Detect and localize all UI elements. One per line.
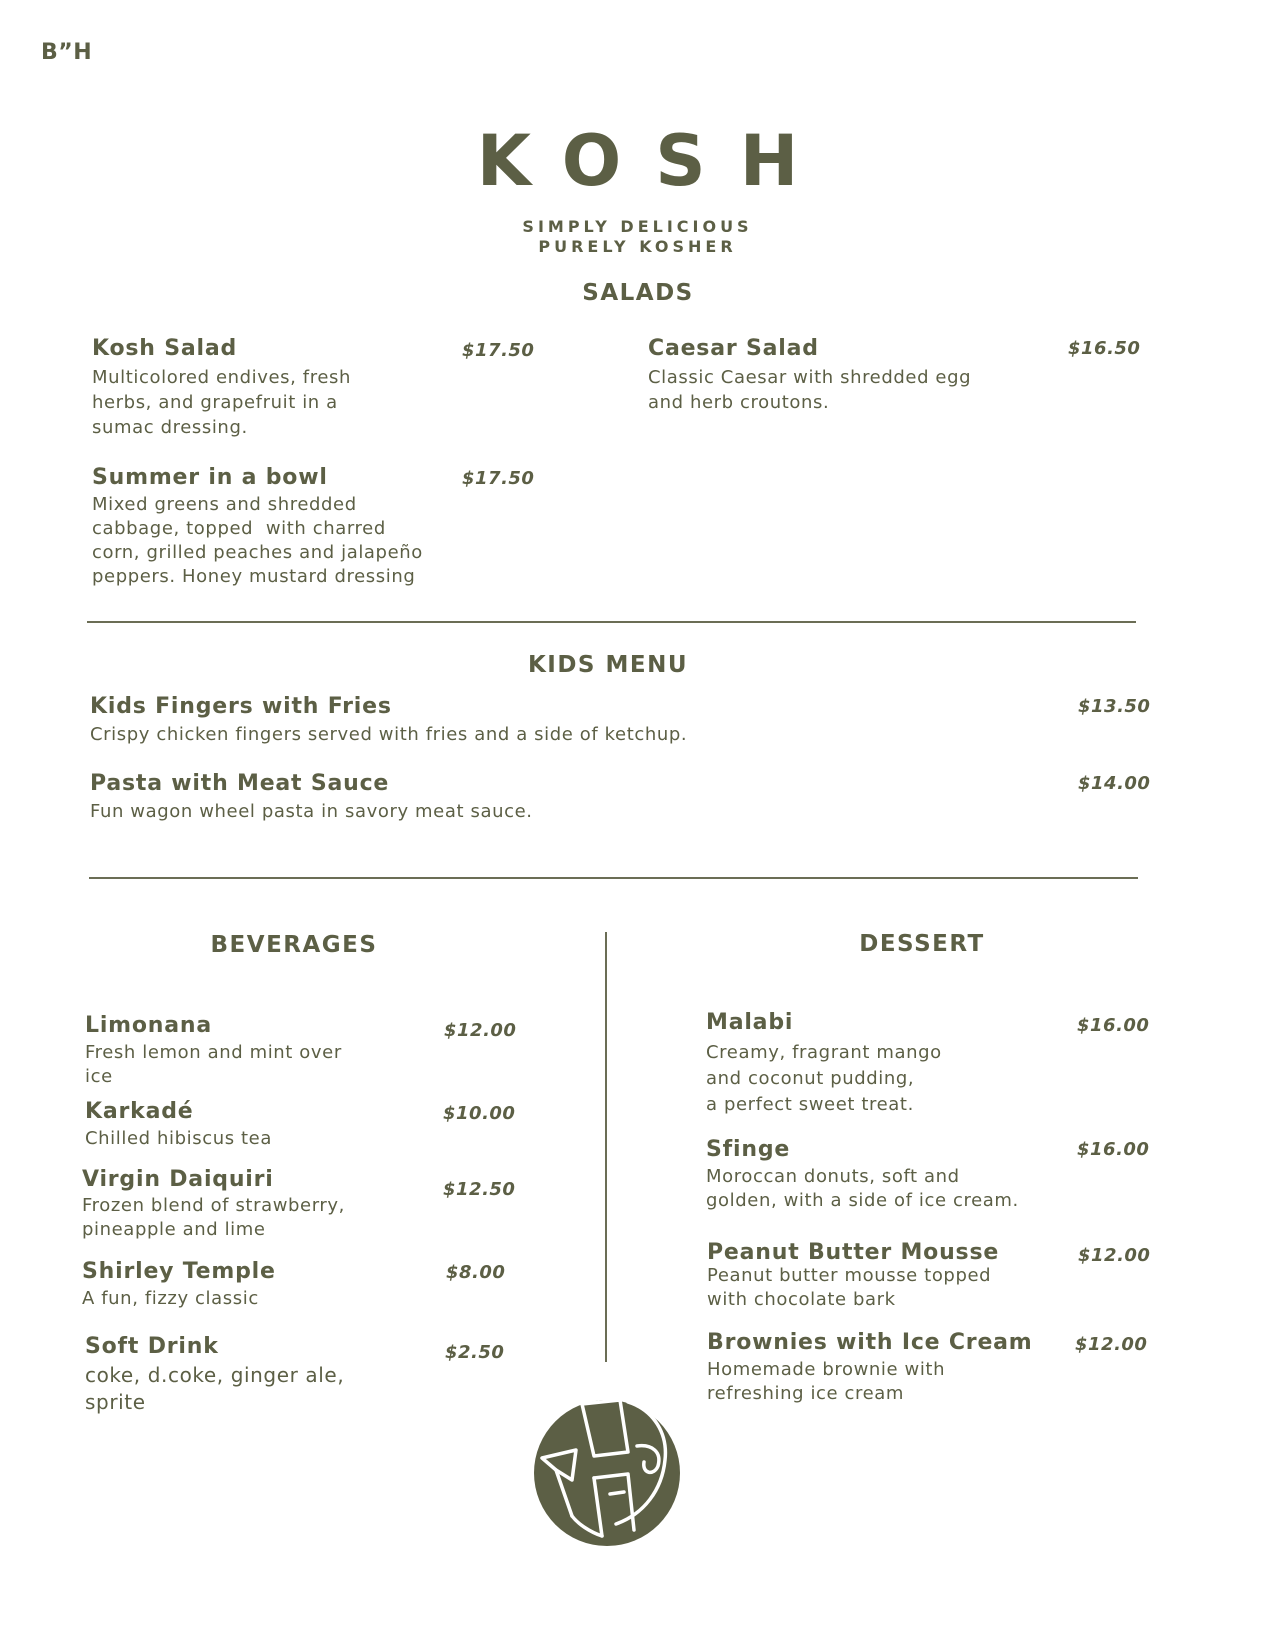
menu-item-price: $17.50 [462,340,535,361]
menu-item-description: Chilled hibiscus tea [85,1128,272,1149]
menu-item-name: Brownies with Ice Cream [707,1330,1033,1355]
menu-item-description: Fun wagon wheel pasta in savory meat sauce. [90,801,533,822]
menu-item-price: $16.00 [1077,1015,1150,1036]
section-divider [89,877,1138,879]
menu-item-name: Summer in a bowl [92,465,328,490]
menu-item-price: $12.50 [443,1179,516,1200]
menu-item-price: $13.50 [1078,696,1151,717]
menu-item-description: Classic Caesar with shredded egg and herb croutons. [648,367,972,413]
kids-menu-heading: KIDS MENU [527,652,689,678]
kosh-emblem-icon [532,1398,682,1548]
restaurant-title: KOSH [476,120,833,202]
salads-heading: SALADS [582,280,694,306]
menu-item-price: $2.50 [445,1342,505,1363]
tagline-line-2: PURELY KOSHER [538,237,737,256]
menu-item-price: $12.00 [1075,1334,1148,1355]
menu-item-price: $12.00 [444,1020,517,1041]
menu-item-price: $8.00 [446,1262,506,1283]
menu-item-description: A fun, fizzy classic [82,1288,259,1309]
menu-item-name: Virgin Daiquiri [82,1167,274,1192]
menu-item-price: $16.50 [1068,338,1141,359]
menu-item-description: Homemade brownie with refreshing ice cream [707,1359,946,1404]
menu-item-price: $12.00 [1078,1245,1151,1266]
menu-item-name: Peanut Butter Mousse [707,1240,1000,1265]
menu-item-name: Sfinge [706,1137,791,1162]
menu-item-name: Limonana [85,1013,213,1038]
menu-item-name: Shirley Temple [82,1259,276,1284]
menu-item-price: $16.00 [1077,1139,1150,1160]
menu-item-name: Kosh Salad [92,336,238,361]
menu-item-description: Fresh lemon and mint over ice [85,1042,342,1087]
menu-item-description: Multicolored endives, fresh herbs, and grapefruit in a sumac dressing. [92,367,352,438]
menu-item-description: Moroccan donuts, soft and golden, with a side of ice cream. [706,1166,1019,1211]
menu-item-price: $14.00 [1078,773,1151,794]
menu-item-name: Pasta with Meat Sauce [90,771,390,796]
tagline-line-1: SIMPLY DELICIOUS [522,217,753,236]
menu-item-description: Mixed greens and shredded cabbage, topped with charred corn, grilled peaches and jalapeño peppers. Honey mustard dressing [92,494,423,587]
section-divider [87,621,1136,623]
column-divider [605,932,607,1362]
bh-mark: B”H [41,40,93,65]
beverages-heading: BEVERAGES [210,932,378,958]
menu-item-name: Soft Drink [85,1334,219,1359]
menu-item-name: Kids Fingers with Fries [90,694,392,719]
menu-item-name: Caesar Salad [648,336,819,361]
menu-item-description: coke, d.coke, ginger ale, sprite [85,1363,345,1414]
menu-item-price: $10.00 [443,1103,516,1124]
dessert-heading: DESSERT [859,931,985,957]
menu-item-description: Frozen blend of strawberry, pineapple and lime [82,1195,345,1240]
menu-item-name: Karkadé [85,1099,194,1124]
menu-item-name: Malabi [706,1010,794,1035]
menu-item-description: Crispy chicken fingers served with fries and a side of ketchup. [90,724,688,745]
menu-item-description: Peanut butter mousse topped with chocolate bark [707,1265,992,1310]
menu-item-price: $17.50 [462,468,535,489]
menu-item-description: Creamy, fragrant mango and coconut pudding, a perfect sweet treat. [706,1042,942,1115]
